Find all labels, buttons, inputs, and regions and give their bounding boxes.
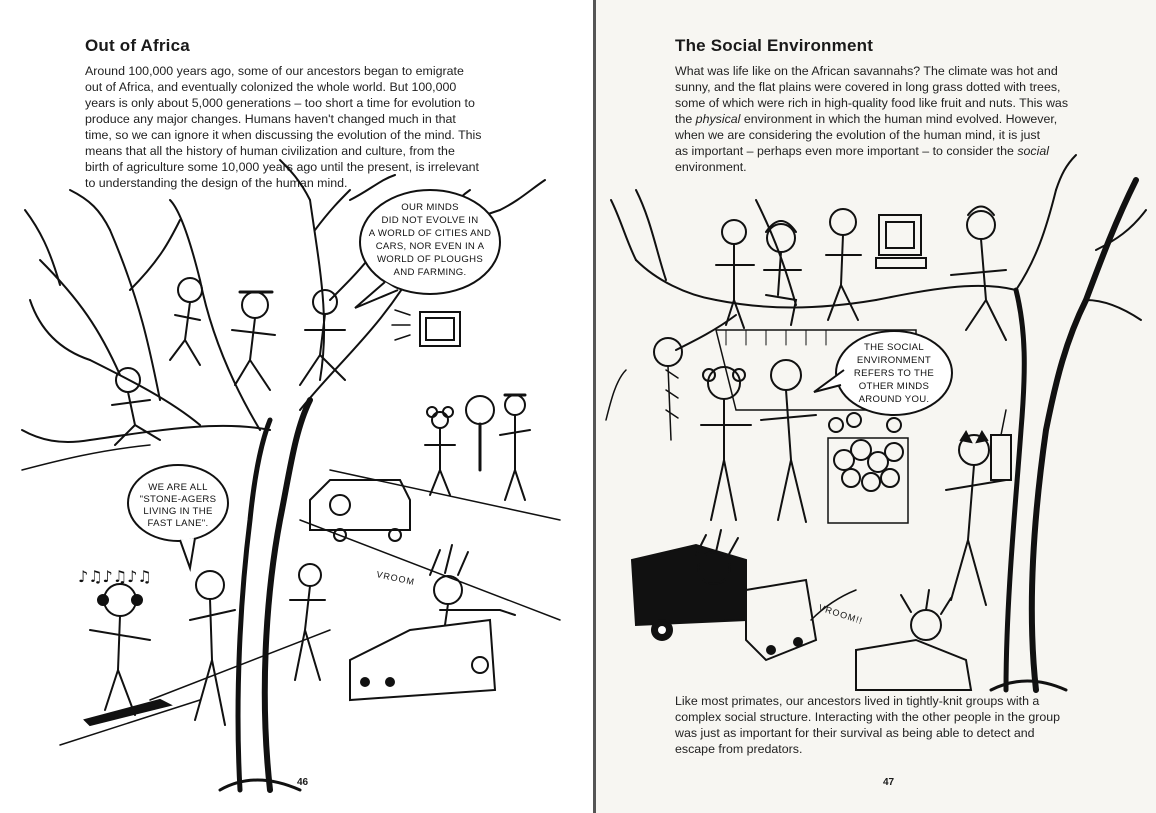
paragraph-line: some of which were rich in high-quality food like fruit and nuts. This was: [675, 96, 1069, 110]
left-page-heading: Out of Africa: [85, 36, 190, 55]
sound-effect: VROOM!!: [817, 602, 865, 627]
paragraph-line: when we are considering the evolution of the human mind, it is just: [675, 128, 1041, 142]
page-number: 47: [883, 777, 895, 788]
paragraph-line: time, so we can ignore it when discussing the evolution of the mind. This: [85, 128, 482, 142]
text-run: the: [675, 112, 696, 126]
right-page-heading: The Social Environment: [675, 36, 874, 55]
paragraph-line: out of Africa, and eventually colonized the whole world. But 100,000: [85, 80, 457, 94]
speech-bubble-bottom: [128, 465, 228, 568]
bubble-line: DID NOT EVOLVE IN: [381, 215, 479, 226]
paragraph-line: to understanding the design of the human mind.: [85, 176, 348, 190]
text-run: environment in which the human mind evolved. However,: [740, 112, 1058, 126]
bubble-line: OUR MINDS: [401, 202, 459, 213]
paragraph-line: What was life like on the African savannahs? The climate was hot and: [675, 64, 1058, 78]
right-page-paragraph-bottom: [675, 693, 1115, 757]
bubble-line: OTHER MINDS: [858, 381, 930, 392]
bubble-line: CARS, NOR EVEN IN A: [375, 241, 485, 252]
bubble-line: WE ARE ALL: [148, 482, 208, 493]
sound-effect: VROOM: [375, 569, 416, 588]
bubble-line: AROUND YOU.: [858, 394, 930, 405]
right-illustration: [596, 0, 1156, 813]
bubble-line: ENVIRONMENT: [856, 355, 932, 366]
paragraph-line: was just as important for their survival as being able to detect and: [675, 726, 1035, 740]
bubble-line: A WORLD OF CITIES AND: [368, 228, 492, 239]
speech-bubble-top: [355, 190, 500, 308]
bubble-line: WORLD OF PLOUGHS: [376, 254, 484, 265]
paragraph-line: environment.: [675, 160, 747, 174]
bubble-line: FAST LANE".: [147, 518, 209, 529]
page-number: 46: [297, 777, 309, 788]
emphasis: social: [1017, 144, 1049, 158]
bubble-line: AND FARMING.: [393, 267, 467, 278]
bubble-line: "STONE-AGERS: [139, 494, 217, 505]
paragraph-line: means that all the history of human civilization and culture, from the: [85, 144, 455, 158]
bubble-line: REFERS TO THE: [853, 368, 935, 379]
paragraph-line: sunny, and the flat plains were covered in long grass dotted with trees,: [675, 80, 1061, 94]
paragraph-line: complex social structure. Interacting with the other people in the group: [675, 710, 1061, 724]
speech-bubble: [814, 331, 952, 415]
paragraph-line: Around 100,000 years ago, some of our ancestors began to emigrate: [85, 64, 464, 78]
music-notes-icon: ♪♫♪♫♪♫: [78, 567, 152, 586]
text-run: as important – perhaps even more important – to consider the: [675, 144, 1018, 158]
emphasis: physical: [695, 112, 741, 126]
paragraph-line: Like most primates, our ancestors lived in tightly-knit groups with a: [675, 694, 1040, 708]
paragraph-line: birth of agriculture some 10,000 years ago until the present, is irrelevant: [85, 160, 479, 174]
paragraph-line: years is only about 5,000 generations – too short a time for evolution to: [85, 96, 475, 110]
bubble-line: LIVING IN THE: [143, 506, 213, 517]
paragraph-line: produce any major changes. Humans haven't changed much in that: [85, 112, 456, 126]
paragraph-line: escape from predators.: [675, 742, 803, 756]
right-page: [596, 0, 1156, 813]
bubble-line: THE SOCIAL: [863, 342, 925, 353]
